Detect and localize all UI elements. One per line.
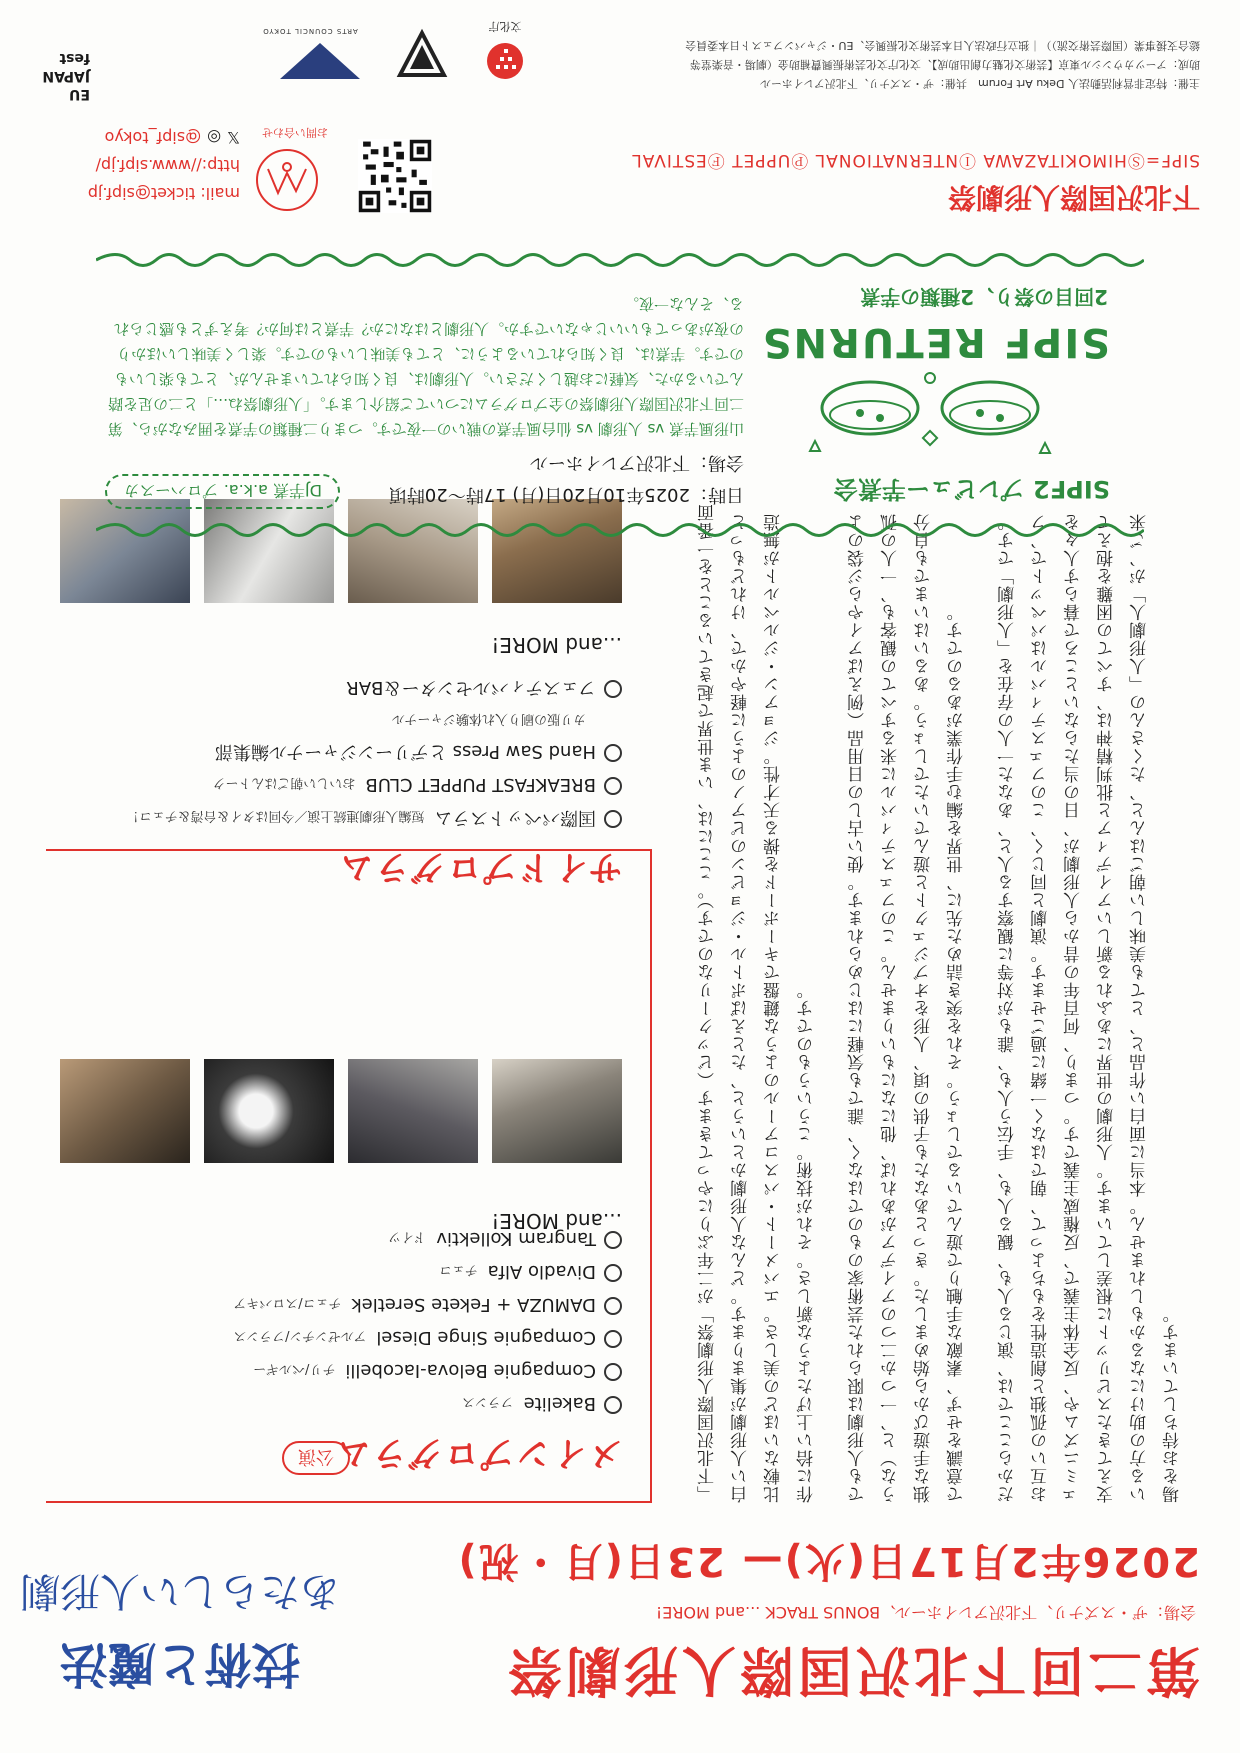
program-name: Hand Saw Press とデリーンジャーナル編集部 (214, 741, 596, 762)
imoni-bowls-illustration (800, 363, 1060, 463)
tagline-secondary: あたらしい人形劇 (20, 1568, 340, 1614)
program-name: 国際パペットスラム (434, 807, 596, 828)
list-item (233, 1386, 622, 1419)
program-note: カリ版の刷り入れ体験ジャーナル (391, 711, 586, 726)
wave-divider (96, 519, 1144, 541)
wave-divider (96, 249, 1144, 271)
program-country: アルゼンチン/フランス (233, 1328, 367, 1343)
festival-logo-icon (254, 147, 320, 213)
list-item (126, 736, 622, 767)
logo-text: JAPAN (42, 68, 90, 84)
event-photo (492, 499, 622, 603)
program-country: チリ/ベルギー (253, 1361, 336, 1376)
instagram-icon: ◎ (207, 128, 222, 147)
main-program-more: ...and MORE! (491, 1209, 622, 1233)
sns-handle: @sipf_tokyo (104, 128, 202, 147)
program-country: チェコ/スロバキア (233, 1295, 342, 1310)
performance-photo (348, 1059, 478, 1163)
main-program-title: メインプログラム (335, 1433, 622, 1473)
event-photo (60, 499, 190, 603)
program-name: BREAKFAST PUPPET CLUB (365, 774, 596, 795)
program-country: チェコ (438, 1262, 478, 1277)
preview-venue: 会場：下北沢アレイホール (529, 452, 744, 473)
sipf-returns-heading: SIPF RETURNS (760, 319, 1110, 365)
circle-bullet-icon (604, 744, 622, 762)
dj-badge: DJ芋煮 a.k.a. プロハースカ (105, 474, 340, 509)
list-item (233, 1320, 622, 1353)
program-name: DAMUZA + Fekete Seretlek (351, 1294, 596, 1315)
program-name: フェスティバルセンター＆BAR (346, 677, 596, 698)
side-program-more: ...and MORE! (491, 633, 622, 657)
program-name: Tangram Kollektiv (436, 1228, 596, 1249)
essay-column (692, 503, 1192, 1503)
logo-text: fest (59, 50, 90, 66)
list-item (126, 767, 622, 800)
qr-code-icon[interactable] (358, 139, 432, 213)
main-program-list (233, 1221, 622, 1419)
performance-photo (204, 1059, 334, 1163)
sipf-returns-subheading: 2回目の祭り、2種類の芋煮 (860, 285, 1108, 309)
contact-block (88, 123, 240, 207)
event-photo (348, 499, 478, 603)
contact-mail[interactable]: mail: ticket@sipf.jp (87, 184, 240, 203)
logo-caption: ARTS COUNCIL TOKYO (262, 27, 358, 35)
contact-web[interactable]: http://www.sipf.jp/ (95, 156, 240, 175)
circle-bullet-icon (604, 1231, 622, 1249)
circle-bullet-icon (604, 1297, 622, 1315)
bunkacho-logo (470, 20, 540, 83)
performance-photo (60, 1059, 190, 1163)
contact-sns[interactable] (88, 123, 240, 151)
eu-japan-fest-logo (40, 13, 90, 103)
circle-bullet-icon (604, 1264, 622, 1282)
arts-council-tokyo-logo (250, 23, 370, 83)
list-item (233, 1254, 622, 1287)
list-item (126, 800, 622, 833)
circle-bullet-icon (604, 1363, 622, 1381)
program-name: Divadlo Alfa (487, 1261, 596, 1282)
event-photo (204, 499, 334, 603)
credit-line: 助成：アーツカウンシル東京【芸術文化魅力創出助成】、文化庁文化芸術振興費補助金（劇場・音楽堂等 (689, 58, 1200, 71)
circle-bullet-icon (604, 777, 622, 795)
logo-text: EU (69, 86, 90, 102)
organizers-credits (480, 36, 1200, 93)
list-item (233, 1353, 622, 1386)
footer-title-english: SIPF=ⓈHIMOKITAZAWA ⒾNTERNATIONAL ⓅUPPET ⒻESTIVAL (631, 150, 1200, 170)
side-program-title: サイドプログラム (337, 847, 622, 887)
triangle-logo-icon (270, 39, 370, 83)
performance-badge: 公演 (282, 1441, 350, 1475)
credit-line: 総合支援事業（国際芸術交流））｜独立行政法人日本芸術文化振興会、EU・ジャパンフェスト日本委員会 (685, 39, 1200, 52)
venue-line: 会場：ザ・スズナリ、下北沢アレイホール、BONUS TRACK ...and MORE! (655, 1603, 1196, 1622)
x-icon: 𝕏 (227, 128, 240, 147)
preview-datetime: 日時：2025年10月20日(月) 17時〜20時頃 (388, 484, 744, 505)
arts-foundation-logo-icon (394, 27, 450, 83)
program-name: Compagnie Singe Diesel (376, 1327, 596, 1348)
bunkacho-emblem-icon (470, 39, 540, 83)
preview-title: SIPF2 プレビュー芋煮会 (833, 475, 1110, 503)
circle-bullet-icon (604, 1330, 622, 1348)
circle-bullet-icon (604, 1396, 622, 1414)
contact-caption: お問い合わせ (262, 126, 328, 139)
program-note: おいしい朝ごはんトーク (212, 775, 356, 790)
program-note: 短編人形劇連続上演／今回はタイ＆台湾＆チェコ！ (126, 808, 425, 823)
footer-title: 下北沢国際人形劇祭 (947, 181, 1200, 214)
logo-caption: 文化庁 (488, 20, 522, 33)
essay-paragraph: でも人形劇は限られた芸術家のものではなく、誰でも気軽にはじめられます。使い古しの日用品（例えばアイやらジ袋のような）と、一つか二つのアイデアがあれば、他になにもいりません。このフェスティバルに来るすべての観客も、一人の孤独な手遊びから始めました。きっとあなたも子供の頃、人形をオブジェクトと遊んでいたでしょう。あるいはいまでも自分で意識をせず、素敵な手触りで遊んでいるでしょう。それを突き詰めた先に、世界を編む手作業があるのです。 (848, 513, 967, 1503)
list-item (233, 1287, 622, 1320)
list-item-note (126, 703, 622, 736)
tagline-primary: 技術と魔法 (59, 1636, 300, 1692)
essay-paragraph: 「下北沢国際人形劇祭」が二年ぶりにやってきます（ビックーリなのです）。ここには、いま世界で起きていることを一番面白い人形劇が集まります。どんな人形劇かというと、たとえばポトル・ジョビンのピアノのように軽やかで、けれどもっと比較ないほどの美しさ。エバメート・パスコアールのような鍵盤でキーボードを操る天才性。ジョアン・ジルベルトが無造作に拾い上げたような新しさ。それが技術。こういうものです。 (698, 503, 817, 1503)
side-program-list (126, 672, 622, 833)
circle-bullet-icon (604, 810, 622, 828)
program-country: ドイツ (387, 1229, 427, 1244)
credit-line: 主催：特定非営利活動法人 Deku Art Forum 共催：ザ・スズナリ、下北沢アレイホール (760, 77, 1200, 90)
circle-bullet-icon (604, 680, 622, 698)
program-name: Compagnie Belova-Iacobelli (345, 1360, 596, 1381)
program-name: Bakelite (523, 1393, 596, 1414)
festival-dates: 2026年2月17日(火)— 23日(月・祝) (456, 1538, 1200, 1584)
essay-paragraph: だからここでは、演じる人も、観る人も、手伝う人も、誰もが対等に観察する人と、あなた一人の存在を「人形劇」です。お互いの孤独と創造性をもちよって、朝ではなく一緒に過ごせます。演劇と同じく、このフェスティバルはパペットで、フェミニズムや、反全体主義で、反権威主義です。つまり、何百年の昔から人形劇が、日の当たらないところで暮らす人々を支えてきたスピリットに根差しています。人形劇の世界にあふれる新しいアイディアと批判精神は、すべての困難を抱えている方の助けになるかもしれません。本当に面白い作品と、とても美味しい朝ごはんと、たくさんの「人形劇人」が、ご来場をお待ちしています。 (998, 513, 1183, 1503)
preview-description: 山形風芋煮 vs 人形劇 vs 仙台風芋煮の戦いの一夜です。つまり二種類の芋煮を囲みながら、第二回下北沢国際人形劇祭の全プログラムについてご紹介します。「人形劇祭ね…」と二の足を踏んでいるかた、気軽にお越しください。人形劇は、良く知られていませんが、とても楽しいものです。芋煮は、良く知られているように、とても美味しいものです。楽しく美味しいほかりの夜があってもいいじゃないですか。人形劇とはなにか？芋煮とは何か？考えずとも感じられる、そんな一夜。 (107, 295, 744, 438)
festival-title: 第二回下北沢国際人形劇祭 (504, 1639, 1200, 1702)
list-item (126, 672, 622, 703)
program-country: フランス (462, 1394, 514, 1409)
performance-photo (492, 1059, 622, 1163)
